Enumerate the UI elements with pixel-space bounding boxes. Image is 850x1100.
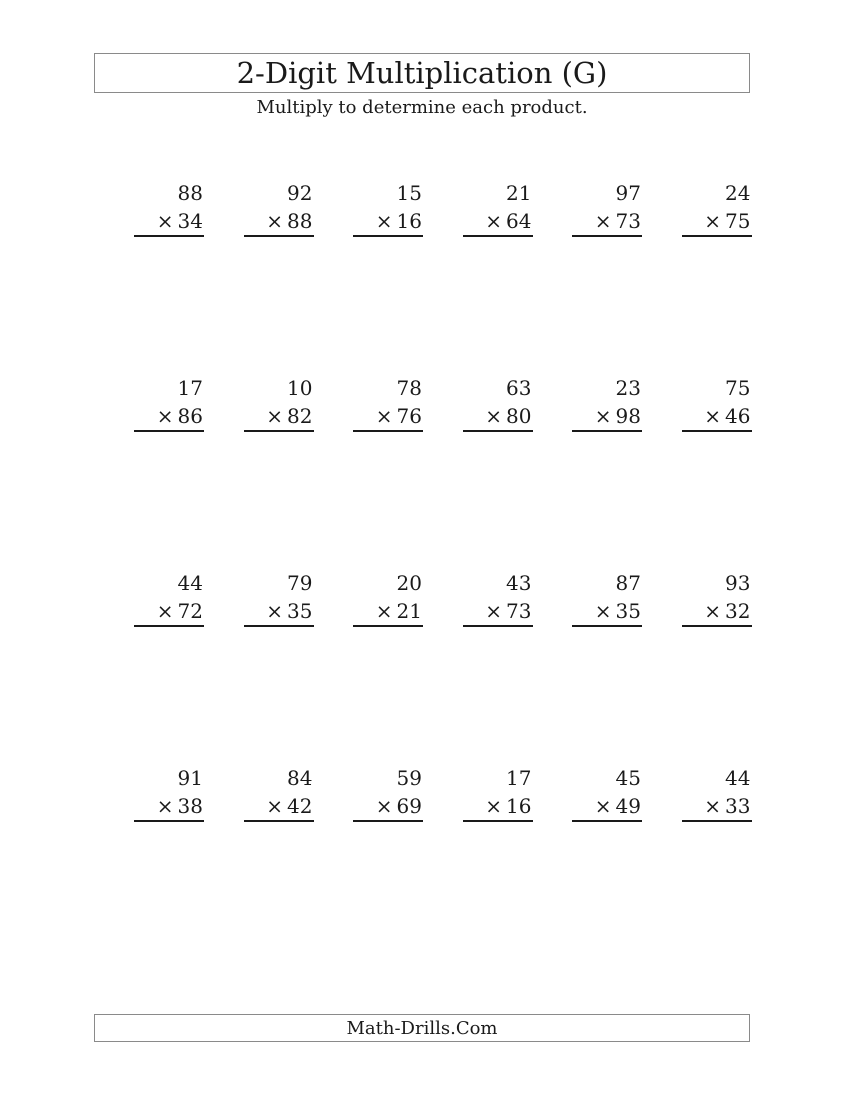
times-sign: ×: [704, 404, 722, 428]
multiplier: 88: [287, 209, 313, 233]
multiplication-problem: [313, 764, 423, 959]
multiplicand: 84: [287, 766, 313, 790]
multiplication-problem: [313, 179, 423, 374]
problem-body: [463, 764, 533, 822]
multiplicand: 93: [725, 571, 751, 595]
times-sign: ×: [594, 209, 612, 233]
multiplier-line: [244, 792, 314, 822]
times-sign: ×: [266, 599, 284, 623]
multiplication-problem: [94, 374, 204, 569]
problem-body: [682, 764, 752, 822]
problem-body: [463, 569, 533, 627]
multiplier-line: [134, 402, 204, 432]
problem-body: [682, 374, 752, 432]
problem-body: [244, 179, 314, 237]
worksheet-title: [94, 53, 750, 93]
multiplication-problem: [423, 764, 533, 959]
times-sign: ×: [704, 209, 722, 233]
multiplication-problem: [204, 764, 314, 959]
multiplier: 46: [725, 404, 751, 428]
times-sign: ×: [704, 794, 722, 818]
multiplier-line: [353, 207, 423, 237]
problem-body: [463, 179, 533, 237]
multiplicand: 88: [177, 181, 203, 205]
times-sign: ×: [485, 794, 503, 818]
multiplier: 98: [615, 404, 641, 428]
multiplier: 33: [725, 794, 751, 818]
multiplicand: 15: [396, 181, 422, 205]
multiplier: 69: [396, 794, 422, 818]
multiplier: 86: [177, 404, 203, 428]
times-sign: ×: [375, 404, 393, 428]
multiplication-problem: [204, 179, 314, 374]
multiplicand: 21: [506, 181, 532, 205]
multiplicand: 63: [506, 376, 532, 400]
multiplier-line: [463, 402, 533, 432]
multiplier-line: [353, 402, 423, 432]
multiplicand: 75: [725, 376, 751, 400]
multiplier: 35: [615, 599, 641, 623]
problem-body: [244, 764, 314, 822]
multiplicand: 10: [287, 376, 313, 400]
times-sign: ×: [156, 209, 174, 233]
times-sign: ×: [266, 209, 284, 233]
multiplier: 64: [506, 209, 532, 233]
multiplication-problem: [204, 374, 314, 569]
problem-body: [572, 764, 642, 822]
instructions: Multiply to determine each product.: [256, 97, 588, 118]
multiplicand: 44: [177, 571, 203, 595]
problem-body: [134, 764, 204, 822]
multiplication-problem: [532, 179, 642, 374]
multiplicand: 97: [615, 181, 641, 205]
multiplier: 80: [506, 404, 532, 428]
multiplier-line: [244, 597, 314, 627]
multiplication-problem: [532, 374, 642, 569]
multiplier-line: [682, 597, 752, 627]
problem-body: [244, 374, 314, 432]
problem-body: [134, 569, 204, 627]
problem-row: [94, 764, 751, 959]
problem-body: [353, 569, 423, 627]
multiplicand: 44: [725, 766, 751, 790]
times-sign: ×: [375, 209, 393, 233]
multiplication-problem: [642, 179, 752, 374]
problem-row: [94, 179, 751, 374]
multiplication-problem: [642, 374, 752, 569]
multiplier-line: [244, 207, 314, 237]
multiplier-line: [572, 792, 642, 822]
multiplicand: 24: [725, 181, 751, 205]
multiplication-problem: [423, 374, 533, 569]
multiplicand: 79: [287, 571, 313, 595]
multiplier-line: [682, 402, 752, 432]
times-sign: ×: [594, 794, 612, 818]
times-sign: ×: [375, 599, 393, 623]
multiplicand: 78: [396, 376, 422, 400]
problem-body: [682, 179, 752, 237]
multiplier-line: [353, 792, 423, 822]
multiplicand: 43: [506, 571, 532, 595]
footer: [94, 1014, 750, 1042]
times-sign: ×: [266, 404, 284, 428]
problem-body: [572, 569, 642, 627]
problem-body: [572, 374, 642, 432]
times-sign: ×: [156, 794, 174, 818]
multiplier: 73: [506, 599, 532, 623]
multiplier: 72: [177, 599, 203, 623]
multiplicand: 17: [506, 766, 532, 790]
multiplier-line: [353, 597, 423, 627]
multiplication-problem: [642, 569, 752, 764]
times-sign: ×: [156, 404, 174, 428]
multiplicand: 87: [615, 571, 641, 595]
multiplier-line: [134, 792, 204, 822]
multiplicand: 91: [177, 766, 203, 790]
problem-body: [244, 569, 314, 627]
times-sign: ×: [594, 599, 612, 623]
times-sign: ×: [156, 599, 174, 623]
multiplier-line: [572, 207, 642, 237]
multiplicand: 20: [396, 571, 422, 595]
multiplier: 76: [396, 404, 422, 428]
multiplication-problem: [204, 569, 314, 764]
multiplier: 35: [287, 599, 313, 623]
problem-body: [353, 179, 423, 237]
multiplier: 49: [615, 794, 641, 818]
problem-body: [134, 374, 204, 432]
multiplication-problem: [94, 179, 204, 374]
multiplier: 16: [506, 794, 532, 818]
multiplicand: 23: [615, 376, 641, 400]
problem-body: [463, 374, 533, 432]
times-sign: ×: [485, 404, 503, 428]
times-sign: ×: [594, 404, 612, 428]
multiplicand: 92: [287, 181, 313, 205]
times-sign: ×: [375, 794, 393, 818]
times-sign: ×: [485, 599, 503, 623]
multiplier: 73: [615, 209, 641, 233]
multiplier: 32: [725, 599, 751, 623]
multiplier: 34: [177, 209, 203, 233]
multiplication-problem: [313, 374, 423, 569]
times-sign: ×: [266, 794, 284, 818]
problem-body: [353, 764, 423, 822]
multiplication-problem: [94, 764, 204, 959]
multiplicand: 45: [615, 766, 641, 790]
multiplicand: 17: [177, 376, 203, 400]
multiplier-line: [134, 597, 204, 627]
multiplication-problem: [642, 764, 752, 959]
multiplier-line: [463, 207, 533, 237]
multiplication-problem: [532, 569, 642, 764]
title-text: 2-Digit Multiplication (G): [236, 55, 608, 90]
problem-body: [134, 179, 204, 237]
times-sign: ×: [704, 599, 722, 623]
multiplier-line: [572, 597, 642, 627]
multiplier: 75: [725, 209, 751, 233]
multiplier: 16: [396, 209, 422, 233]
problem-body: [572, 179, 642, 237]
multiplier-line: [134, 207, 204, 237]
multiplier: 82: [287, 404, 313, 428]
multiplication-problem: [423, 569, 533, 764]
multiplication-problem: [532, 764, 642, 959]
multiplication-problem: [313, 569, 423, 764]
multiplier: 38: [177, 794, 203, 818]
multiplication-problem: [94, 569, 204, 764]
problem-grid: [94, 179, 751, 959]
multiplier-line: [572, 402, 642, 432]
footer-text: Math-Drills.Com: [346, 1017, 498, 1039]
multiplier-line: [463, 792, 533, 822]
multiplicand: 59: [396, 766, 422, 790]
problem-row: [94, 374, 751, 569]
times-sign: ×: [485, 209, 503, 233]
problem-row: [94, 569, 751, 764]
multiplication-problem: [423, 179, 533, 374]
multiplier-line: [682, 207, 752, 237]
multiplier-line: [682, 792, 752, 822]
multiplier-line: [244, 402, 314, 432]
multiplier: 21: [396, 599, 422, 623]
multiplier-line: [463, 597, 533, 627]
multiplier: 42: [287, 794, 313, 818]
problem-body: [682, 569, 752, 627]
problem-body: [353, 374, 423, 432]
